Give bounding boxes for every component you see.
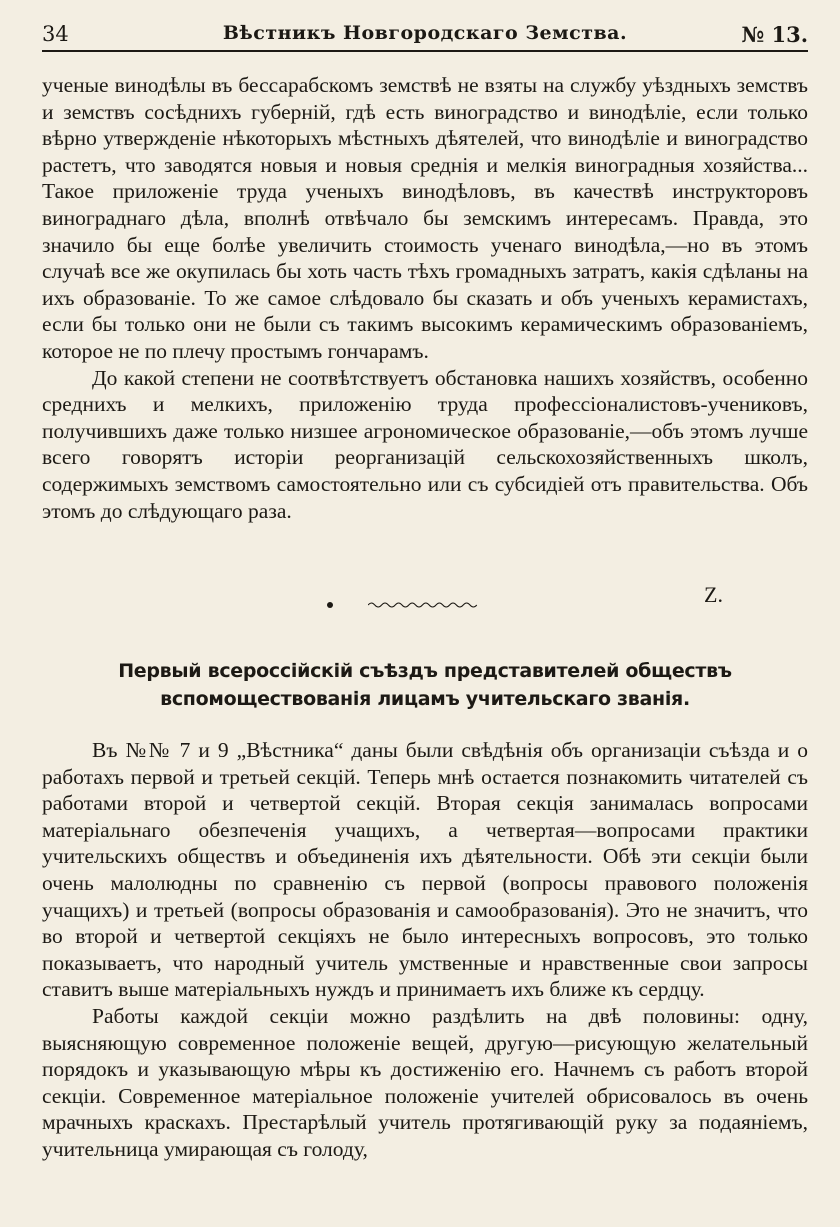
paragraph: До какой степени не соотвѣтствуетъ обстановка нашихъ хозяйствъ, особенно среднихъ и мелкихъ, приложенію труда профессіоналистовъ-учениковъ, получившихъ даже только низшее агрономическое образованіе,—объ этомъ лучше всего говорятъ исторіи реорганизацій сельскохозяйственныхъ школъ, содержимыхъ земствомъ самостоятельно или съ субсидіей отъ правительства. Объ этомъ до слѣдующаго раза.	[42, 365, 808, 523]
paragraph: ученые винодѣлы въ бессарабскомъ земствѣ не взяты на службу уѣздныхъ земствъ и земствъ сосѣднихъ губерній, гдѣ есть виноградство и винодѣліе, если только вѣрно утвержденіе нѣкоторыхъ мѣстныхъ дѣятелей, что винодѣліе и виноградство растетъ, что заводятся новыя и новыя среднія и мелкія виноградныя хозяйства... Такое приложеніе труда ученыхъ винодѣловъ, въ качествѣ инструкторовъ винограднаго дѣла, вполнѣ отвѣчало бы земскимъ интересамъ. Правда, это значило бы еще болѣе увеличить стоимость ученаго винодѣла,—но въ этомъ случаѣ все же окупилась бы хоть часть тѣхъ громадныхъ затратъ, какія сдѣланы на ихъ образованіе. То же самое слѣдовало бы сказать и объ ученыхъ керамистахъ, если бы только они не были съ такимъ высокимъ керамическимъ образованіемъ, которое не по плечу простымъ гончарамъ.	[42, 73, 808, 363]
article-title: Первый всероссійскій съѣздъ представителей обществъ вспомоществованія лицамъ учительскаго званія.	[118, 660, 732, 710]
page-number: 34	[42, 22, 69, 46]
paragraph: Въ №№ 7 и 9 „Вѣстника“ даны были свѣдѣнія объ организаціи съѣзда и о работахъ первой и третьей секцій. Теперь мнѣ остается познакомить читателей съ работами второй и четвертой секцій. Вторая секція занималась вопросами матеріальнаго обезпеченія учащихъ, а четвертая—вопросами практики учительскихъ обществъ и объединенія ихъ дѣятельности. Обѣ эти секціи были очень малолюдны по сравненію съ первой (вопросы правового положенія учащихъ) и третьей (вопросы образованія и самообразованія). Это не значитъ, что во второй и четвертой секціяхъ не было интересныхъ вопросовъ, это только показываетъ, что народный учитель умственные и нравственные свои запросы ставитъ выше матеріальныхъ нуждъ и принимаетъ ихъ ближе къ сердцу.	[42, 738, 808, 1002]
wavy-divider-ornament	[368, 600, 478, 610]
previous-article-continuation	[42, 72, 808, 524]
running-header	[42, 18, 808, 50]
ornament-dot	[327, 602, 333, 608]
paragraph: Работы каждой секціи можно раздѣлить на двѣ половины: одну, выясняющую современное положеніе вещей, другую—рисующую желательный порядокъ и указывающую мѣры къ достиженію его. Начнемъ съ работъ второй секціи. Современное матеріальное положеніе учителей обрисовалось въ очень мрачныхъ краскахъ. Престарѣлый учитель протягивающій руку за подаяніемъ, учительница умирающая съ голоду,	[42, 1003, 808, 1161]
journal-title: Вѣстникъ Новгородскаго Земства.	[222, 22, 628, 44]
author-signature: Z.	[704, 582, 723, 607]
issue-number: № 13.	[741, 22, 808, 47]
header-rule	[42, 50, 808, 52]
article-body	[42, 737, 808, 1163]
